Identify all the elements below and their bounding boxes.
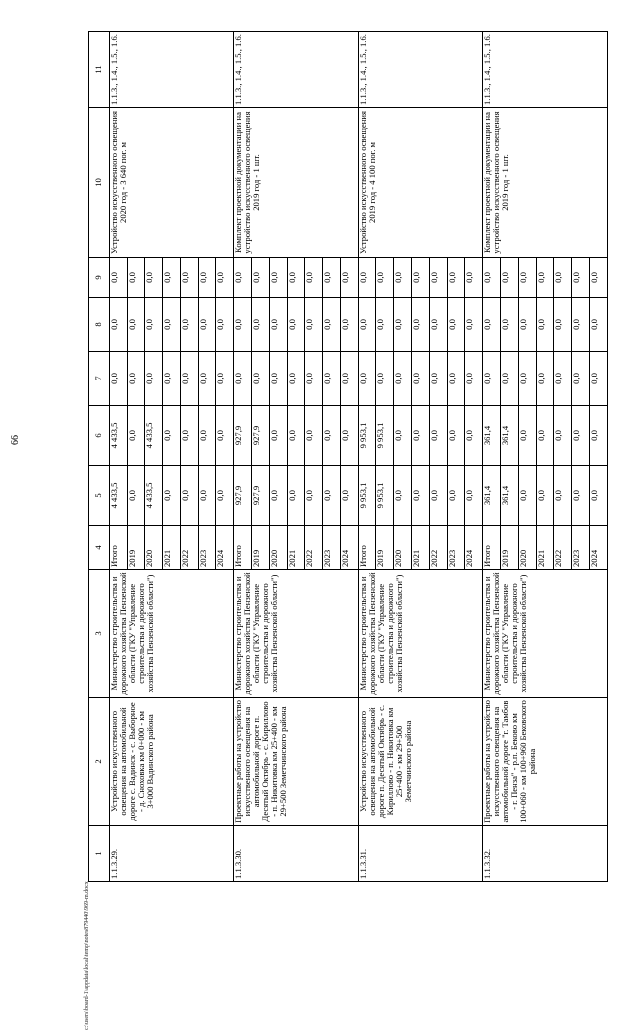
cell-col6: 0,0 bbox=[163, 406, 181, 466]
cell-col8: 0,0 bbox=[109, 298, 127, 352]
row-code: 1.1.3.30. bbox=[234, 826, 358, 882]
cell-col6: 0,0 bbox=[465, 406, 483, 466]
cell-col9: 0,0 bbox=[518, 258, 536, 298]
cell-col8: 0,0 bbox=[145, 298, 163, 352]
cell-col7: 0,0 bbox=[305, 352, 323, 406]
cell-col5: 0,0 bbox=[572, 466, 590, 526]
cell-col7: 0,0 bbox=[269, 352, 287, 406]
cell-col8: 0,0 bbox=[376, 298, 394, 352]
cell-col8: 0,0 bbox=[589, 298, 607, 352]
cell-col5: 0,0 bbox=[305, 466, 323, 526]
cell-col8: 0,0 bbox=[198, 298, 216, 352]
cell-col6: 4 433,5 bbox=[109, 406, 127, 466]
row-name: Проектные работы на устройство искусственного освещения на автомобильной дороге п. Десятый Октябрь - с. Кириллово - п. Никитовка км 25+400 - км 29+500 Земетчинского района bbox=[234, 698, 358, 826]
cell-col9: 0,0 bbox=[252, 258, 270, 298]
cell-col9: 0,0 bbox=[429, 258, 447, 298]
program-table bbox=[88, 31, 608, 882]
row-year: 2023 bbox=[572, 526, 590, 570]
column-header: 2 bbox=[89, 698, 110, 826]
column-header: 1 bbox=[89, 826, 110, 882]
row-reference: 1.1.3., 1.4., 1.5., 1.6. bbox=[109, 32, 233, 108]
cell-col7: 0,0 bbox=[198, 352, 216, 406]
cell-col5: 0,0 bbox=[340, 466, 358, 526]
row-executor: Министерство строительства и дорожного хозяйства Пензенской области (ГКУ "Управление строительства и дорожного хозяйства Пензенской области") bbox=[358, 570, 482, 698]
row-year: 2024 bbox=[216, 526, 234, 570]
cell-col6: 0,0 bbox=[127, 406, 145, 466]
cell-col6: 0,0 bbox=[198, 406, 216, 466]
cell-col9: 0,0 bbox=[376, 258, 394, 298]
row-year: 2022 bbox=[554, 526, 572, 570]
row-year: Итого bbox=[234, 526, 252, 570]
cell-col7: 0,0 bbox=[145, 352, 163, 406]
row-executor: Министерство строительства и дорожного хозяйства Пензенской области (ГКУ "Управление строительства и дорожного хозяйства Пензенской области") bbox=[234, 570, 358, 698]
cell-col7: 0,0 bbox=[483, 352, 501, 406]
row-year: 2020 bbox=[394, 526, 412, 570]
cell-col8: 0,0 bbox=[500, 298, 518, 352]
cell-col9: 0,0 bbox=[305, 258, 323, 298]
cell-col6: 0,0 bbox=[536, 406, 554, 466]
column-header: 7 bbox=[89, 352, 110, 406]
row-year: 2020 bbox=[518, 526, 536, 570]
cell-col6: 361,4 bbox=[483, 406, 501, 466]
row-year: Итого bbox=[358, 526, 376, 570]
cell-col8: 0,0 bbox=[536, 298, 554, 352]
cell-col5: 0,0 bbox=[127, 466, 145, 526]
cell-col7: 0,0 bbox=[358, 352, 376, 406]
cell-col8: 0,0 bbox=[180, 298, 198, 352]
row-year: 2022 bbox=[305, 526, 323, 570]
cell-col6: 0,0 bbox=[340, 406, 358, 466]
cell-col7: 0,0 bbox=[287, 352, 305, 406]
cell-col8: 0,0 bbox=[483, 298, 501, 352]
cell-col9: 0,0 bbox=[358, 258, 376, 298]
cell-col7: 0,0 bbox=[252, 352, 270, 406]
cell-col7: 0,0 bbox=[554, 352, 572, 406]
cell-col8: 0,0 bbox=[447, 298, 465, 352]
footer-file-path: c:\users\board-1\appdata\local\temp\notes879440\969-m.docx bbox=[84, 881, 90, 1030]
cell-col9: 0,0 bbox=[465, 258, 483, 298]
header-row bbox=[89, 32, 110, 882]
cell-col7: 0,0 bbox=[127, 352, 145, 406]
cell-col5: 4 433,5 bbox=[109, 466, 127, 526]
cell-col9: 0,0 bbox=[145, 258, 163, 298]
cell-col5: 0,0 bbox=[394, 466, 412, 526]
row-year: Итого bbox=[483, 526, 501, 570]
cell-col7: 0,0 bbox=[340, 352, 358, 406]
cell-col5: 0,0 bbox=[269, 466, 287, 526]
table-row bbox=[483, 32, 501, 882]
cell-col6: 0,0 bbox=[429, 406, 447, 466]
cell-col9: 0,0 bbox=[198, 258, 216, 298]
table-row bbox=[109, 32, 127, 882]
cell-col8: 0,0 bbox=[572, 298, 590, 352]
row-executor: Министерство строительства и дорожного хозяйства Пензенской области (ГКУ "Управление строительства и дорожного хозяйства Пензенской области") bbox=[109, 570, 233, 698]
cell-col9: 0,0 bbox=[572, 258, 590, 298]
row-year: 2020 bbox=[269, 526, 287, 570]
row-year: 2019 bbox=[127, 526, 145, 570]
table-row bbox=[358, 32, 376, 882]
cell-col5: 0,0 bbox=[465, 466, 483, 526]
cell-col7: 0,0 bbox=[376, 352, 394, 406]
cell-col8: 0,0 bbox=[554, 298, 572, 352]
row-name: Устройство искусственного освещения на автомобильной дороге с. Вадинск - с. Выборное - д. Сноховка км 0+000 - км 3+000 Вадинского района bbox=[109, 698, 233, 826]
cell-col8: 0,0 bbox=[127, 298, 145, 352]
row-year: 2024 bbox=[340, 526, 358, 570]
column-header: 3 bbox=[89, 570, 110, 698]
cell-col9: 0,0 bbox=[109, 258, 127, 298]
cell-col5: 0,0 bbox=[216, 466, 234, 526]
row-reference: 1.1.3., 1.4., 1.5., 1.6. bbox=[234, 32, 358, 108]
cell-col5: 0,0 bbox=[518, 466, 536, 526]
row-executor: Министерство строительства и дорожного хозяйства Пензенской области (ГКУ "Управление строительства и дорожного хозяйства Пензенской области") bbox=[483, 570, 608, 698]
cell-col5: 0,0 bbox=[447, 466, 465, 526]
cell-col6: 0,0 bbox=[589, 406, 607, 466]
cell-col8: 0,0 bbox=[163, 298, 181, 352]
row-name: Устройство искусственного освещения на автомобильной дороге п. Десятый Октябрь - с. Кириллово - п. Никитовка км 25+400 - км 29+500 Земетчинского района bbox=[358, 698, 482, 826]
cell-col9: 0,0 bbox=[234, 258, 252, 298]
cell-col5: 0,0 bbox=[536, 466, 554, 526]
cell-col5: 0,0 bbox=[323, 466, 341, 526]
row-result: Устройство искусственного освещения 2020 год - 3 640 пог. м bbox=[109, 108, 233, 258]
row-year: 2023 bbox=[323, 526, 341, 570]
cell-col9: 0,0 bbox=[323, 258, 341, 298]
row-reference: 1.1.3., 1.4., 1.5., 1.6. bbox=[358, 32, 482, 108]
cell-col7: 0,0 bbox=[180, 352, 198, 406]
column-header: 6 bbox=[89, 406, 110, 466]
cell-col5: 0,0 bbox=[180, 466, 198, 526]
page-number: 66 bbox=[10, 435, 21, 445]
row-year: 2019 bbox=[252, 526, 270, 570]
cell-col9: 0,0 bbox=[269, 258, 287, 298]
cell-col5: 0,0 bbox=[589, 466, 607, 526]
cell-col5: 9 953,1 bbox=[358, 466, 376, 526]
row-result: Устройство искусственного освещения 2019 год - 4 100 пог. м bbox=[358, 108, 482, 258]
cell-col8: 0,0 bbox=[252, 298, 270, 352]
cell-col7: 0,0 bbox=[572, 352, 590, 406]
cell-col6: 9 953,1 bbox=[376, 406, 394, 466]
cell-col6: 0,0 bbox=[518, 406, 536, 466]
cell-col5: 4 433,5 bbox=[145, 466, 163, 526]
cell-col6: 927,9 bbox=[234, 406, 252, 466]
cell-col6: 0,0 bbox=[554, 406, 572, 466]
row-year: 2022 bbox=[180, 526, 198, 570]
cell-col5: 9 953,1 bbox=[376, 466, 394, 526]
cell-col8: 0,0 bbox=[269, 298, 287, 352]
cell-col6: 0,0 bbox=[216, 406, 234, 466]
cell-col7: 0,0 bbox=[500, 352, 518, 406]
row-reference: 1.1.3., 1.4., 1.5., 1.6. bbox=[483, 32, 608, 108]
cell-col5: 0,0 bbox=[198, 466, 216, 526]
cell-col8: 0,0 bbox=[234, 298, 252, 352]
column-header: 11 bbox=[89, 32, 110, 108]
cell-col8: 0,0 bbox=[216, 298, 234, 352]
cell-col9: 0,0 bbox=[394, 258, 412, 298]
cell-col5: 0,0 bbox=[287, 466, 305, 526]
column-header: 8 bbox=[89, 298, 110, 352]
cell-col8: 0,0 bbox=[394, 298, 412, 352]
cell-col6: 0,0 bbox=[287, 406, 305, 466]
cell-col7: 0,0 bbox=[429, 352, 447, 406]
cell-col5: 0,0 bbox=[554, 466, 572, 526]
row-year: 2021 bbox=[163, 526, 181, 570]
cell-col5: 0,0 bbox=[163, 466, 181, 526]
column-header: 9 bbox=[89, 258, 110, 298]
cell-col7: 0,0 bbox=[447, 352, 465, 406]
cell-col6: 927,9 bbox=[252, 406, 270, 466]
cell-col8: 0,0 bbox=[287, 298, 305, 352]
row-code: 1.1.3.32. bbox=[483, 826, 608, 882]
cell-col9: 0,0 bbox=[589, 258, 607, 298]
row-result: Комплект проектной документации на устройство искусственного освещения 2019 год - 1 шт. bbox=[483, 108, 608, 258]
cell-col9: 0,0 bbox=[483, 258, 501, 298]
cell-col9: 0,0 bbox=[216, 258, 234, 298]
cell-col7: 0,0 bbox=[518, 352, 536, 406]
cell-col8: 0,0 bbox=[465, 298, 483, 352]
cell-col9: 0,0 bbox=[536, 258, 554, 298]
cell-col5: 361,4 bbox=[500, 466, 518, 526]
row-year: 2021 bbox=[287, 526, 305, 570]
cell-col9: 0,0 bbox=[554, 258, 572, 298]
cell-col6: 4 433,5 bbox=[145, 406, 163, 466]
row-code: 1.1.3.31. bbox=[358, 826, 482, 882]
cell-col6: 0,0 bbox=[394, 406, 412, 466]
cell-col5: 927,9 bbox=[252, 466, 270, 526]
cell-col8: 0,0 bbox=[305, 298, 323, 352]
cell-col6: 0,0 bbox=[269, 406, 287, 466]
cell-col8: 0,0 bbox=[358, 298, 376, 352]
row-year: 2023 bbox=[447, 526, 465, 570]
cell-col9: 0,0 bbox=[412, 258, 430, 298]
cell-col7: 0,0 bbox=[394, 352, 412, 406]
cell-col5: 927,9 bbox=[234, 466, 252, 526]
cell-col9: 0,0 bbox=[340, 258, 358, 298]
row-year: 2021 bbox=[536, 526, 554, 570]
cell-col6: 361,4 bbox=[500, 406, 518, 466]
cell-col9: 0,0 bbox=[163, 258, 181, 298]
cell-col5: 361,4 bbox=[483, 466, 501, 526]
row-name: Проектные работы на устройство искусственного освещения на автомобильной дороге "г. Тамбов - г. Пенза" - р.п. Беково км 100+060 - км 100+960 Бековского района bbox=[483, 698, 608, 826]
cell-col9: 0,0 bbox=[127, 258, 145, 298]
cell-col9: 0,0 bbox=[287, 258, 305, 298]
cell-col8: 0,0 bbox=[340, 298, 358, 352]
row-code: 1.1.3.29. bbox=[109, 826, 233, 882]
table-row bbox=[234, 32, 252, 882]
cell-col6: 0,0 bbox=[572, 406, 590, 466]
row-year: 2024 bbox=[465, 526, 483, 570]
cell-col8: 0,0 bbox=[429, 298, 447, 352]
column-header: 5 bbox=[89, 466, 110, 526]
cell-col8: 0,0 bbox=[518, 298, 536, 352]
cell-col7: 0,0 bbox=[109, 352, 127, 406]
row-year: 2019 bbox=[500, 526, 518, 570]
cell-col6: 0,0 bbox=[180, 406, 198, 466]
cell-col7: 0,0 bbox=[589, 352, 607, 406]
row-result: Комплект проектной документации на устройство искусственного освещения 2019 год - 1 шт. bbox=[234, 108, 358, 258]
cell-col7: 0,0 bbox=[465, 352, 483, 406]
cell-col7: 0,0 bbox=[216, 352, 234, 406]
cell-col7: 0,0 bbox=[163, 352, 181, 406]
cell-col7: 0,0 bbox=[323, 352, 341, 406]
row-year: 2024 bbox=[589, 526, 607, 570]
cell-col8: 0,0 bbox=[412, 298, 430, 352]
cell-col7: 0,0 bbox=[412, 352, 430, 406]
cell-col6: 0,0 bbox=[412, 406, 430, 466]
cell-col8: 0,0 bbox=[323, 298, 341, 352]
cell-col5: 0,0 bbox=[412, 466, 430, 526]
row-year: 2020 bbox=[145, 526, 163, 570]
cell-col7: 0,0 bbox=[234, 352, 252, 406]
row-year: 2022 bbox=[429, 526, 447, 570]
cell-col6: 0,0 bbox=[305, 406, 323, 466]
column-header: 4 bbox=[89, 526, 110, 570]
column-header: 10 bbox=[89, 108, 110, 258]
cell-col6: 0,0 bbox=[447, 406, 465, 466]
row-year: 2023 bbox=[198, 526, 216, 570]
cell-col9: 0,0 bbox=[500, 258, 518, 298]
cell-col5: 0,0 bbox=[429, 466, 447, 526]
row-year: 2021 bbox=[412, 526, 430, 570]
cell-col9: 0,0 bbox=[447, 258, 465, 298]
cell-col9: 0,0 bbox=[180, 258, 198, 298]
cell-col6: 0,0 bbox=[323, 406, 341, 466]
cell-col6: 9 953,1 bbox=[358, 406, 376, 466]
row-year: Итого bbox=[109, 526, 127, 570]
row-year: 2019 bbox=[376, 526, 394, 570]
cell-col7: 0,0 bbox=[536, 352, 554, 406]
program-table-rotated bbox=[88, 32, 608, 882]
